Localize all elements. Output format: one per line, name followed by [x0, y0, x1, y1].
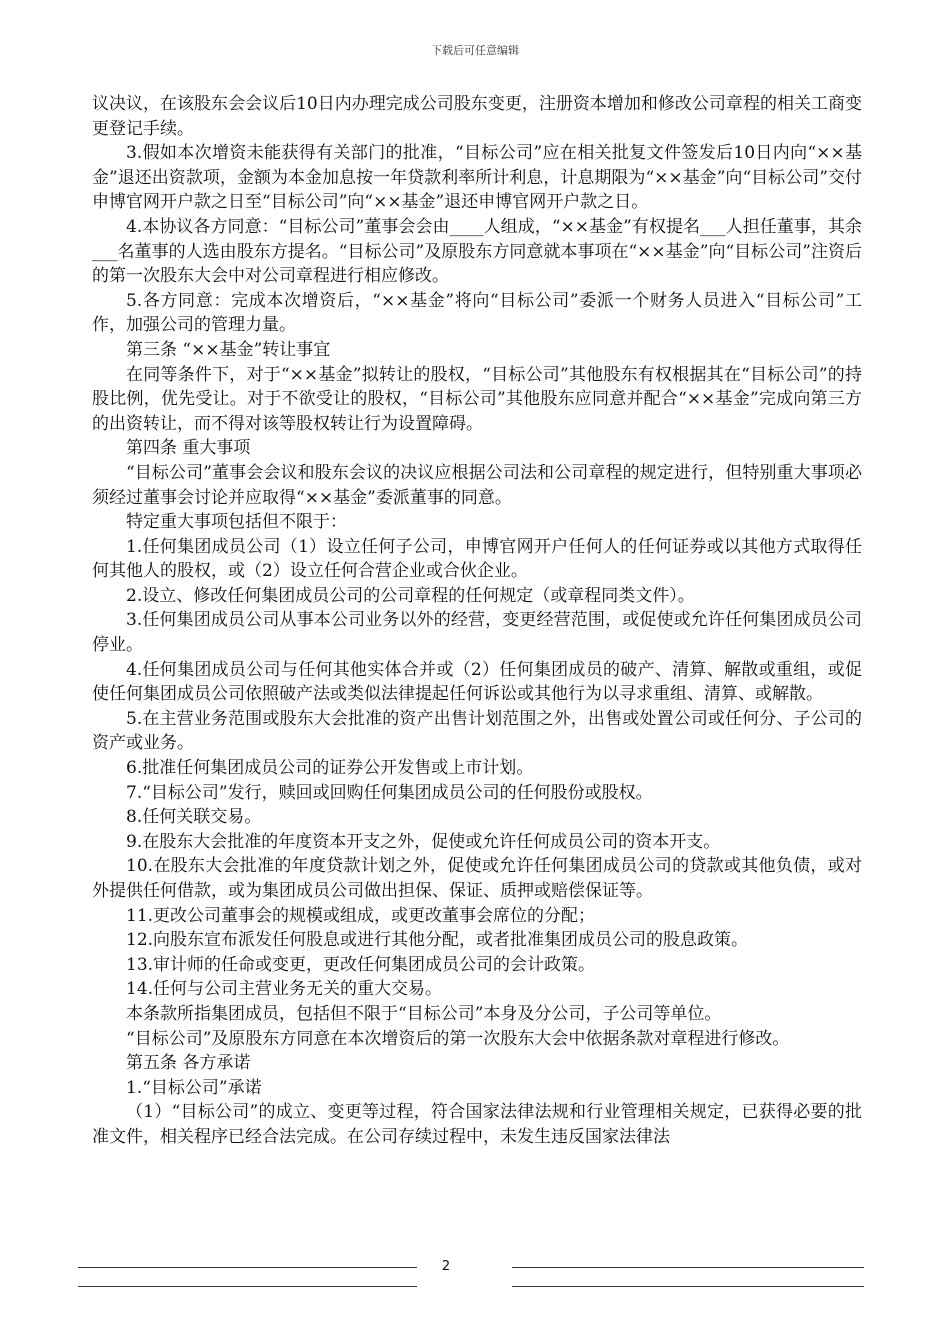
paragraph: “目标公司”及原股东方同意在本次增资后的第一次股东大会中依据条款对章程进行修改。	[126, 1028, 790, 1049]
paragraph: 2.设立、修改任何集团成员公司的公司章程的任何规定（或章程同类文件）。	[126, 585, 695, 606]
paragraph: 特定重大事项包括但不限于：	[126, 512, 347, 533]
document-body	[92, 92, 862, 1150]
paragraph: 13.审计师的任命或变更，更改任何集团成员公司的会计政策。	[126, 954, 596, 975]
paragraph: 第四条 重大事项	[126, 438, 251, 459]
paragraph: 9.在股东大会批准的年度资本开支之外，促使或允许任何成员公司的资本开支。	[126, 831, 721, 852]
paragraph: 12.向股东宣布派发任何股息或进行其他分配，或者批准集团成员公司的股息政策。	[126, 930, 749, 951]
paragraph: 第三条 “××基金”转让事宜	[126, 339, 331, 360]
paragraph: 4.任何集团成员公司与任何其他实体合并或（2）任何集团成员的破产、清算、解散或重组，或促使任何集团成员公司依照破产法或类似法律提起任何诉讼或其他行为以寻求重组、清算、或解散。	[92, 659, 862, 705]
page-footer	[0, 1258, 950, 1298]
paragraph: 6.批准任何集团成员公司的证券公开发售或上市计划。	[126, 758, 534, 779]
paragraph: 3.假如本次增资未能获得有关部门的批准，“目标公司”应在相关批复文件签发后10日内向“××基金”退还出资款项，金额为本金加息按一年贷款利率所计利息，计息期限为“××基金”向“目标公司”交付申博官网开户款之日至“目标公司”向“××基金”退还申博官网开户款之日。	[92, 143, 862, 213]
paragraph: 4.本协议各方同意：“目标公司”董事会会由____人组成，“××基金”有权提名___人担任董事，其余___名董事的人选由股东方提名。“目标公司”及原股东方同意就本事项在“××基金”向“目标公司”注资后的第一次股东大会中对公司章程进行相应修改。	[92, 216, 862, 287]
footer-rule-right-top	[512, 1267, 864, 1268]
paragraph: “目标公司”董事会会议和股东会议的决议应根据公司法和公司章程的规定进行，但特别重大事项必须经过董事会讨论并应取得“××基金”委派董事的同意。	[92, 462, 862, 508]
paragraph: 3.任何集团成员公司从事本公司业务以外的经营，变更经营范围，或促使或允许任何集团成员公司停业。	[92, 610, 862, 656]
paragraph: 5.在主营业务范围或股东大会批准的资产出售计划范围之外，出售或处置公司或任何分、子公司的资产或业务。	[92, 708, 862, 754]
paragraph: 议决议，在该股东会会议后10日内办理完成公司股东变更，注册资本增加和修改公司章程的相关工商变更登记手续。	[92, 94, 862, 139]
paragraph: 在同等条件下，对于“××基金”拟转让的股权，“目标公司”其他股东有权根据其在“目标公司”的持股比例，优先受让。对于不欲受让的股权，“目标公司”其他股东应同意并配合“××基金”完成向第三方的出资转让，而不得对该等股权转让行为设置障碍。	[92, 364, 862, 434]
paragraph: 14.任何与公司主营业务无关的重大交易。	[126, 979, 443, 1000]
paragraph: 7.“目标公司”发行，赎回或回购任何集团成员公司的任何股份或股权。	[126, 782, 653, 803]
paragraph: 本条款所指集团成员，包括但不限于“目标公司”本身及分公司，子公司等单位。	[126, 1003, 722, 1024]
paragraph: 第五条 各方承诺	[126, 1053, 251, 1074]
page-header: 下载后可任意编辑	[431, 44, 519, 57]
footer-rule-left-top	[78, 1267, 417, 1268]
footer-rule-right-bottom	[512, 1286, 864, 1287]
paragraph: （1）“目标公司”的成立、变更等过程，符合国家法律法规和行业管理相关规定，已获得必要的批准文件，相关程序已经合法完成。在公司存续过程中，未发生违反国家法律法	[92, 1102, 862, 1147]
paragraph: 8.任何关联交易。	[126, 807, 262, 828]
page-number: 2	[441, 1259, 451, 1274]
paragraph: 10.在股东大会批准的年度贷款计划之外，促使或允许任何集团成员公司的贷款或其他负债，或对外提供任何借款，或为集团成员公司做出担保、保证、质押或赔偿保证等。	[92, 856, 862, 901]
paragraph: 5.各方同意：完成本次增资后，“××基金”将向“目标公司”委派一个财务人员进入“目标公司”工作，加强公司的管理力量。	[92, 290, 862, 336]
footer-rule-left-bottom	[78, 1286, 417, 1287]
paragraph: 1.“目标公司”承诺	[126, 1077, 262, 1098]
paragraph: 1.任何集团成员公司（1）设立任何子公司，申博官网开户任何人的任何证券或以其他方式取得任何其他人的股权，或（2）设立任何合营企业或合伙企业。	[92, 536, 862, 582]
paragraph: 11.更改公司董事会的规模或组成，或更改董事会席位的分配；	[126, 905, 596, 926]
